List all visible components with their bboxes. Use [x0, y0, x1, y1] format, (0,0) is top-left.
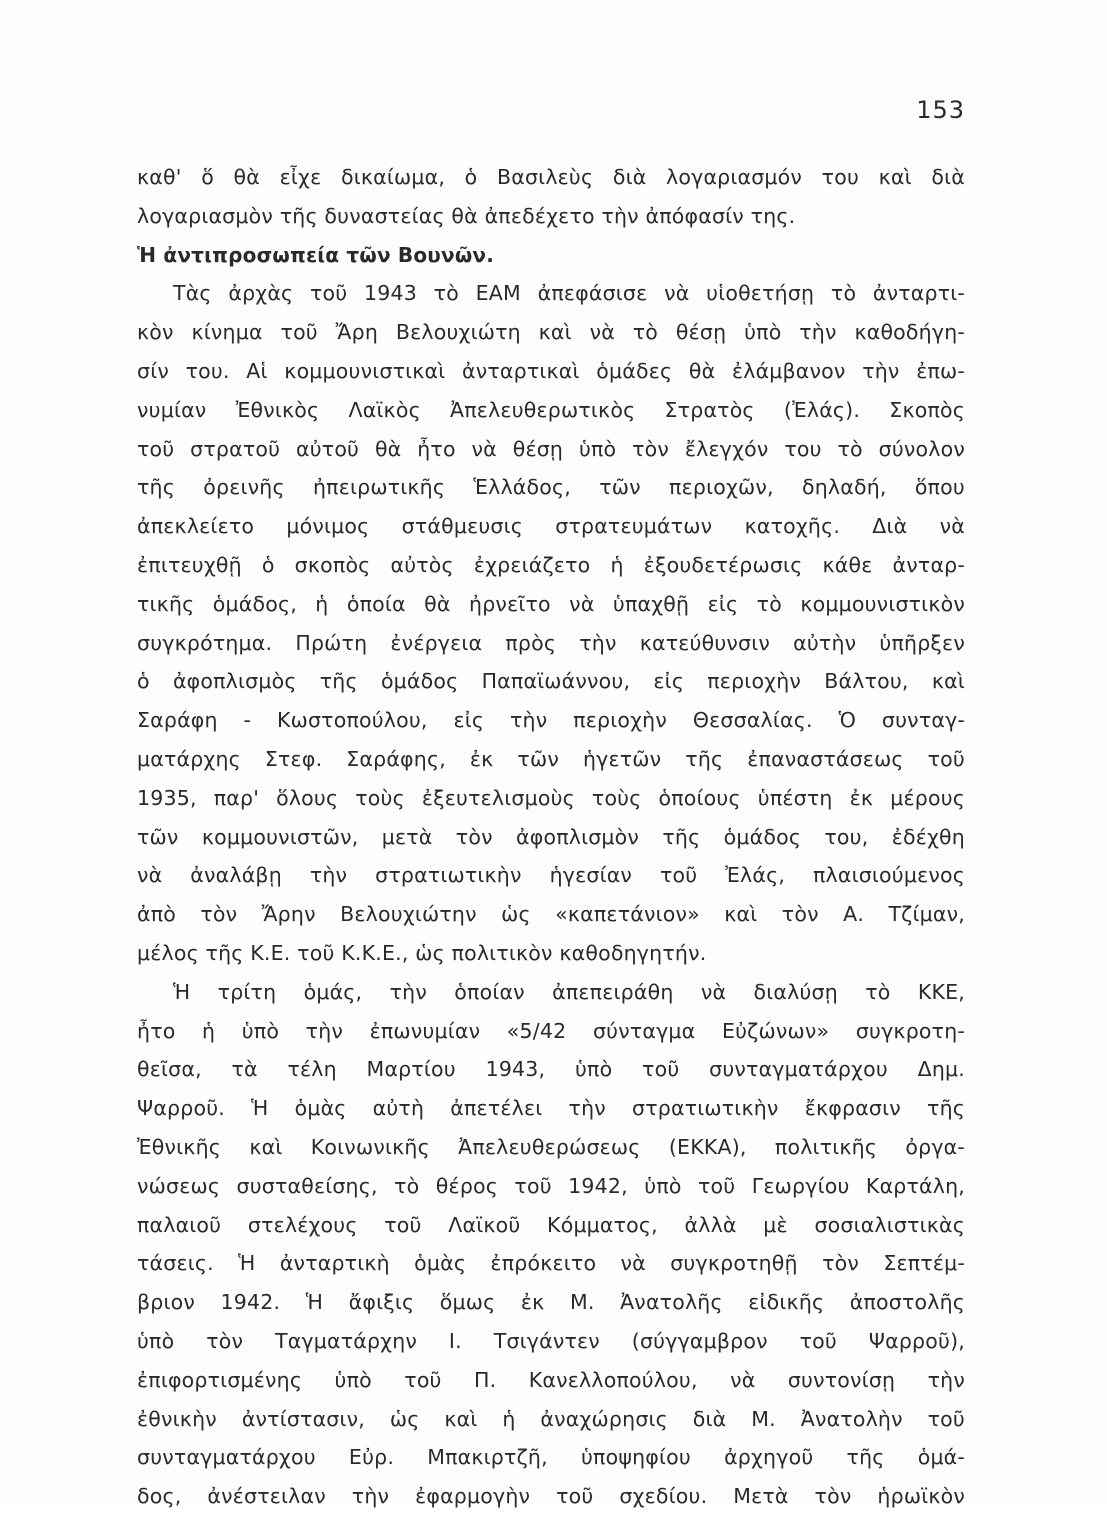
text-line: ματάρχης Στεφ. Σαράφης, ἐκ τῶν ἡγετῶν τῆς ἐπαναστάσεως τοῦ [137, 746, 965, 771]
page-number: 153 [916, 96, 965, 124]
text-line: ἦτο ἡ ὑπὸ τὴν ἐπωνυμίαν «5/42 σύνταγμα Εὐζώνων» συγκροτη- [137, 1018, 965, 1043]
text-line: Ψαρροῦ. Ἡ ὁμὰς αὐτὴ ἀπετέλει τὴν στρατιωτικὴν ἔκφρασιν τῆς [137, 1096, 965, 1121]
text-line: τοῦ στρατοῦ αὐτοῦ θὰ ἦτο νὰ θέσῃ ὑπὸ τὸν ἔλεγχόν του τὸ σύνολον [137, 436, 965, 461]
text-line: τῆς ὀρεινῆς ἠπειρωτικῆς Ἑλλάδος, τῶν περιοχῶν, δηλαδή, ὅπου [137, 475, 965, 500]
text-line: ὑπὸ τὸν Ταγματάρχην Ι. Τσιγάντεν (σύγγαμβρον τοῦ Ψαρροῦ), [137, 1328, 965, 1353]
text-line: ἐθνικὴν ἀντίστασιν, ὡς καὶ ἡ ἀναχώρησις διὰ Μ. Ἀνατολὴν τοῦ [137, 1406, 965, 1431]
section-heading: Ἡ ἀντιπροσωπεία τῶν Βουνῶν. [137, 242, 495, 267]
text-line: ἐπιτευχθῇ ὁ σκοπὸς αὐτὸς ἐχρειάζετο ἡ ἐξουδετέρωσις κάθε ἀνταρ- [137, 552, 965, 577]
text-line: βριον 1942. Ἡ ἄφιξις ὅμως ἐκ Μ. Ἀνατολῆς εἰδικῆς ἀποστολῆς [137, 1290, 965, 1315]
text-line: νώσεως συσταθείσης, τὸ θέρος τοῦ 1942, ὑπὸ τοῦ Γεωργίου Καρτάλη, [137, 1173, 965, 1198]
text-line: 1935, παρ' ὅλους τοὺς ἐξευτελισμοὺς τοὺς ὁποίους ὑπέστη ἐκ μέρους [137, 785, 965, 810]
text-line: μέλος τῆς Κ.Ε. τοῦ Κ.Κ.Ε., ὡς πολιτικὸν καθοδηγητήν. [137, 940, 707, 965]
text-line: νὰ ἀναλάβῃ τὴν στρατιωτικὴν ἡγεσίαν τοῦ Ἐλάς, πλαισιούμενος [137, 863, 965, 888]
text-line: ἀπὸ τὸν Ἄρην Βελουχιώτην ὡς «καπετάνιον» καὶ τὸν Α. Τζίμαν, [137, 902, 965, 927]
text-line: ὁ ἀφοπλισμὸς τῆς ὁμάδος Παπαϊωάννου, εἰς περιοχὴν Βάλτου, καὶ [137, 669, 965, 694]
text-line: λογαριασμὸν τῆς δυναστείας θὰ ἀπεδέχετο τὴν ἀπόφασίν της. [137, 203, 796, 228]
text-line: τικῆς ὁμάδος, ἡ ὁποία θὰ ἠρνεῖτο νὰ ὑπαχθῇ εἰς τὸ κομμουνιστικὸν [137, 591, 965, 616]
text-line: Σαράφη - Κωστοπούλου, εἰς τὴν περιοχὴν Θεσσαλίας. Ὁ συνταγ- [137, 708, 965, 733]
text-line: τῶν κομμουνιστῶν, μετὰ τὸν ἀφοπλισμὸν τῆς ὁμάδος του, ἐδέχθη [137, 824, 965, 849]
text-line: σίν του. Αἱ κομμουνιστικαὶ ἀνταρτικαὶ ὁμάδες θὰ ἐλάμβανον τὴν ἐπω- [137, 358, 965, 383]
body-text [137, 158, 965, 1516]
text-line: συγκρότημα. Πρώτη ἐνέργεια πρὸς τὴν κατεύθυνσιν αὐτὴν ὑπῆρξεν [137, 630, 965, 655]
text-line: ἀπεκλείετο μόνιμος στάθμευσις στρατευμάτων κατοχῆς. Διὰ νὰ [137, 514, 965, 539]
text-line: νυμίαν Ἐθνικὸς Λαϊκὸς Ἀπελευθερωτικὸς Στρατὸς (Ἐλάς). Σκοπὸς [137, 397, 965, 422]
text-line: θεῖσα, τὰ τέλη Μαρτίου 1943, ὑπὸ τοῦ συνταγματάρχου Δημ. [137, 1057, 965, 1082]
text-line: τάσεις. Ἡ ἀνταρτικὴ ὁμὰς ἐπρόκειτο νὰ συγκροτηθῇ τὸν Σεπτέμ- [137, 1251, 965, 1276]
text-line: κὸν κίνημα τοῦ Ἄρη Βελουχιώτη καὶ νὰ τὸ θέσῃ ὑπὸ τὴν καθοδήγη- [137, 320, 965, 345]
text-line: δος, ἀνέστειλαν τὴν ἐφαρμογὴν τοῦ σχεδίου. Μετὰ τὸν ἡρωϊκὸν [137, 1484, 965, 1509]
text-line: Ἐθνικῆς καὶ Κοινωνικῆς Ἀπελευθερώσεως (ΕΚΚΑ), πολιτικῆς ὀργα- [137, 1134, 965, 1159]
text-line: Τὰς ἀρχὰς τοῦ 1943 τὸ ΕΑΜ ἀπεφάσισε νὰ υἱοθετήσῃ τὸ ἀνταρτι- [173, 281, 965, 306]
text-line: συνταγματάρχου Εὐρ. Μπακιρτζῆ, ὑποψηφίου ἀρχηγοῦ τῆς ὁμά- [137, 1445, 965, 1470]
text-line: Ἡ τρίτη ὁμάς, τὴν ὁποίαν ἀπεπειράθη νὰ διαλύσῃ τὸ ΚΚΕ, [173, 979, 965, 1004]
text-line: καθ' ὅ θὰ εἶχε δικαίωμα, ὁ Βασιλεὺς διὰ λογαριασμόν του καὶ διὰ [137, 165, 965, 189]
text-line: παλαιοῦ στελέχους τοῦ Λαϊκοῦ Κόμματος, ἀλλὰ μὲ σοσιαλιστικὰς [137, 1212, 965, 1237]
text-line: ἐπιφορτισμένης ὑπὸ τοῦ Π. Κανελλοπούλου, νὰ συντονίσῃ τὴν [137, 1367, 965, 1392]
